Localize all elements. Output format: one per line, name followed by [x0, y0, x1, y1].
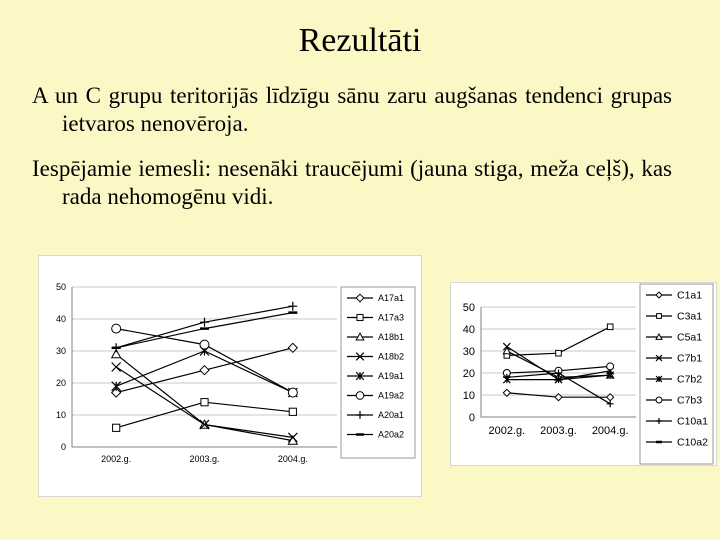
- chart-a-legend-label: A19a1: [378, 371, 405, 382]
- chart-a-y-tick-label: 0: [60, 442, 66, 453]
- chart-c-y-tick-label: 20: [462, 367, 475, 380]
- chart-c-y-tick-label: 50: [462, 301, 475, 314]
- chart-a-data-point: [112, 324, 121, 333]
- chart-a-series-A18b1: [112, 350, 298, 445]
- slide-title: Rezultāti: [298, 22, 422, 59]
- chart-c-y-tick-label: 40: [462, 323, 475, 336]
- chart-a-legend-label: A19a2: [378, 390, 405, 401]
- chart-a-legend-marker: [356, 392, 364, 400]
- chart-a-y-tick-label: 40: [55, 314, 66, 325]
- chart-c-legend-label: C7b1: [677, 352, 703, 365]
- chart-c-y-tick-label: 10: [462, 389, 475, 402]
- chart-a-y-tick-label: 20: [55, 378, 66, 389]
- chart-a-data-point: [288, 388, 297, 397]
- chart-c-x-tick-label: 2003.g.: [540, 425, 577, 437]
- result-paragraph: A un C grupu teritorijās līdzīgu sānu zaru augšanas tendenci grupas ietvaros nenovēroja.: [32, 83, 672, 136]
- chart-a-y-tick-label: 30: [55, 346, 66, 357]
- chart-group-c: [450, 282, 717, 466]
- chart-a-legend-marker: [357, 314, 363, 320]
- chart-a-data-point: [288, 302, 297, 311]
- chart-a-legend: [341, 287, 415, 458]
- chart-a-data-point: [112, 382, 121, 391]
- chart-c-legend: [640, 284, 713, 464]
- chart-a-data-point: [289, 408, 296, 415]
- chart-c-x-tick-label: 2004.g.: [591, 425, 629, 437]
- chart-a-legend-label: A20a1: [378, 410, 405, 421]
- chart-c-data-point: [607, 400, 614, 407]
- chart-a-x-tick-label: 2002.g.: [101, 454, 132, 464]
- chart-c-data-point: [607, 363, 614, 370]
- chart-c-legend-label: C7b2: [677, 373, 703, 386]
- chart-a-legend-label: A17a1: [378, 293, 405, 304]
- chart-c-legend-label: C7b3: [677, 394, 703, 407]
- chart-c-data-point: [556, 350, 562, 356]
- chart-c-legend-label: C3a1: [677, 310, 703, 323]
- chart-group-a-svg: [39, 256, 421, 496]
- chart-group-a: [38, 255, 422, 497]
- chart-c-legend-label: C1a1: [677, 289, 703, 302]
- chart-c-y-tick-label: 0: [468, 411, 475, 424]
- chart-a-data-point: [200, 366, 209, 375]
- chart-c-x-tick-label: 2002.g.: [488, 425, 526, 437]
- chart-group-c-svg: [451, 283, 716, 465]
- chart-a-x-tick-label: 2004.g.: [277, 454, 308, 464]
- chart-a-x-tick-label: 2003.g.: [189, 454, 220, 464]
- chart-a-y-tick-label: 10: [55, 410, 66, 421]
- chart-a-legend-label: A20a2: [378, 429, 405, 440]
- chart-a-data-point: [200, 340, 209, 349]
- reasons-paragraph: Iespējamie iemesli: nesenāki traucējumi (jauna stiga, meža ceļš), kas rada nehomogēnu vidi.: [32, 156, 672, 209]
- chart-a-legend-label: A18b1: [378, 332, 405, 343]
- chart-c-legend-label: C10a2: [677, 436, 708, 449]
- chart-a-data-point: [112, 363, 121, 372]
- chart-a-data-point: [201, 399, 208, 406]
- chart-c-legend-marker: [656, 397, 662, 403]
- chart-c-legend-label: C5a1: [677, 331, 703, 344]
- chart-c-legend-label: C10a1: [677, 415, 708, 428]
- chart-c-legend-marker: [657, 314, 662, 319]
- chart-a-data-point: [113, 424, 120, 431]
- chart-a-legend-label: A17a3: [378, 312, 405, 323]
- chart-a-y-tick-label: 50: [55, 282, 66, 293]
- chart-c-y-tick-label: 30: [462, 345, 475, 358]
- chart-c-data-point: [607, 324, 613, 330]
- chart-a-legend-label: A18b2: [378, 351, 405, 362]
